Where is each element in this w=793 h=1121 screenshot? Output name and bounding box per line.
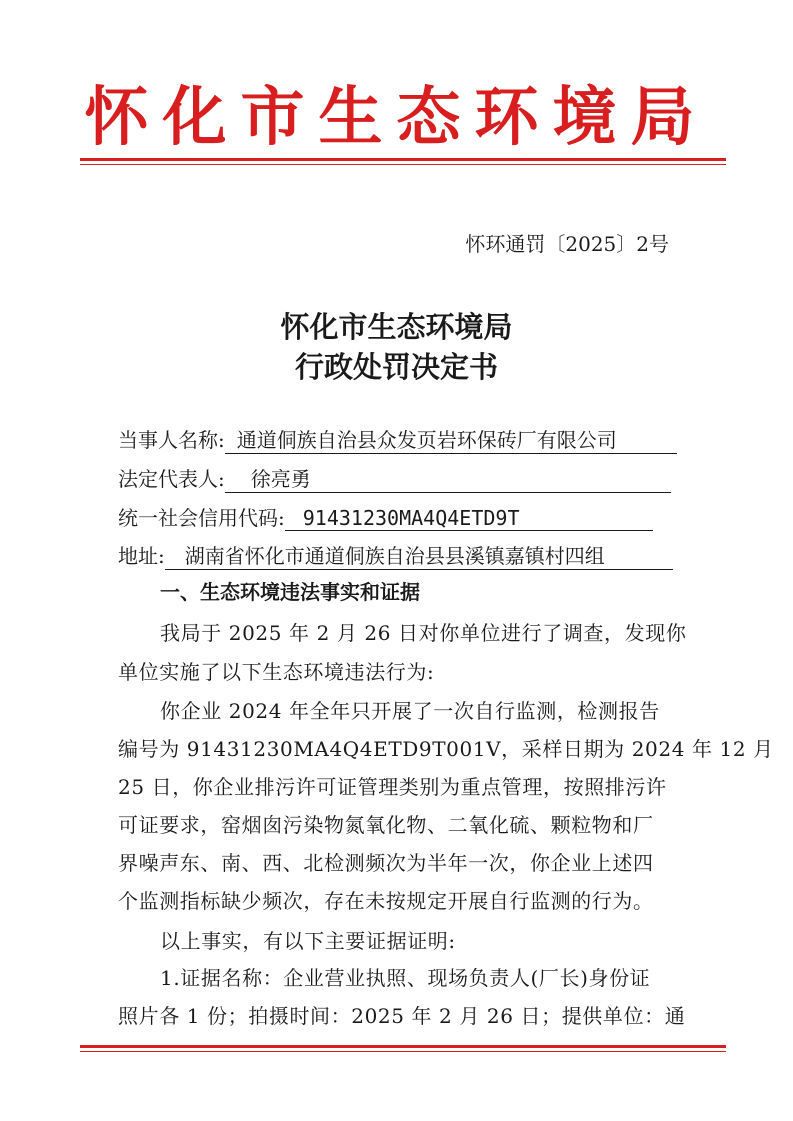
credit-code-value: 91431230MA4Q4ETD9T — [285, 506, 653, 531]
legal-rep-label: 法定代表人: — [118, 467, 225, 491]
party-name-value: 通道侗族自治县众发页岩环保砖厂有限公司 — [225, 424, 677, 454]
body-line: 以上事实，有以下主要证据证明: — [160, 929, 456, 953]
credit-code-field — [118, 502, 653, 531]
credit-code-label: 统一社会信用代码: — [118, 506, 285, 530]
address-value: 湖南省怀化市通道侗族自治县县溪镇嘉镇村四组 — [165, 540, 673, 570]
party-name-field — [118, 424, 677, 454]
body-line: 可证要求，窑烟囱污染物氮氧化物、二氧化硫、颗粒物和厂 — [118, 813, 654, 837]
document-number: 怀环通罚〔2025〕2号 — [465, 232, 669, 256]
footer-red-rule-thin — [80, 1051, 726, 1052]
letterhead-red-rule-thick — [80, 158, 726, 161]
legal-rep-value: 徐亮勇 — [225, 463, 671, 493]
legal-rep-field — [118, 463, 671, 493]
body-line: 我局于 2025 年 2 月 26 日对你单位进行了调查，发现你 — [160, 621, 687, 645]
letterhead-red-rule-thin — [80, 164, 726, 165]
body-line: 单位实施了以下生态环境违法行为: — [118, 660, 435, 684]
document-title-line1: 怀化市生态环境局 — [280, 310, 513, 344]
body-line: 编号为 91431230MA4Q4ETD9T001V，采样日期为 2024 年 12 月 — [118, 737, 774, 761]
body-line: 界噪声东、南、西、北检测频次为半年一次，你企业上述四 — [118, 851, 654, 875]
body-line: 25 日，你企业排污许可证管理类别为重点管理，按照排污许 — [118, 775, 667, 799]
document-title-line2: 行政处罚决定书 — [294, 350, 498, 384]
body-line: 个监测指标缺少频次，存在未按规定开展自行监测的行为。 — [118, 889, 654, 913]
body-line: 你企业 2024 年全年只开展了一次自行监测，检测报告 — [160, 699, 660, 723]
party-name-label: 当事人名称: — [118, 428, 225, 452]
agency-letterhead: 怀化市生态环境局 — [84, 80, 709, 155]
address-label: 地址: — [118, 544, 165, 568]
footer-red-rule-thick — [80, 1045, 726, 1048]
section-heading: 一、生态环境违法事实和证据 — [160, 580, 420, 604]
address-field — [118, 540, 673, 570]
body-line: 照片各 1 份；拍摄时间：2025 年 2 月 26 日；提供单位：通 — [118, 1004, 686, 1028]
body-line: 1.证据名称：企业营业执照、现场负责人(厂长)身份证 — [160, 966, 651, 990]
